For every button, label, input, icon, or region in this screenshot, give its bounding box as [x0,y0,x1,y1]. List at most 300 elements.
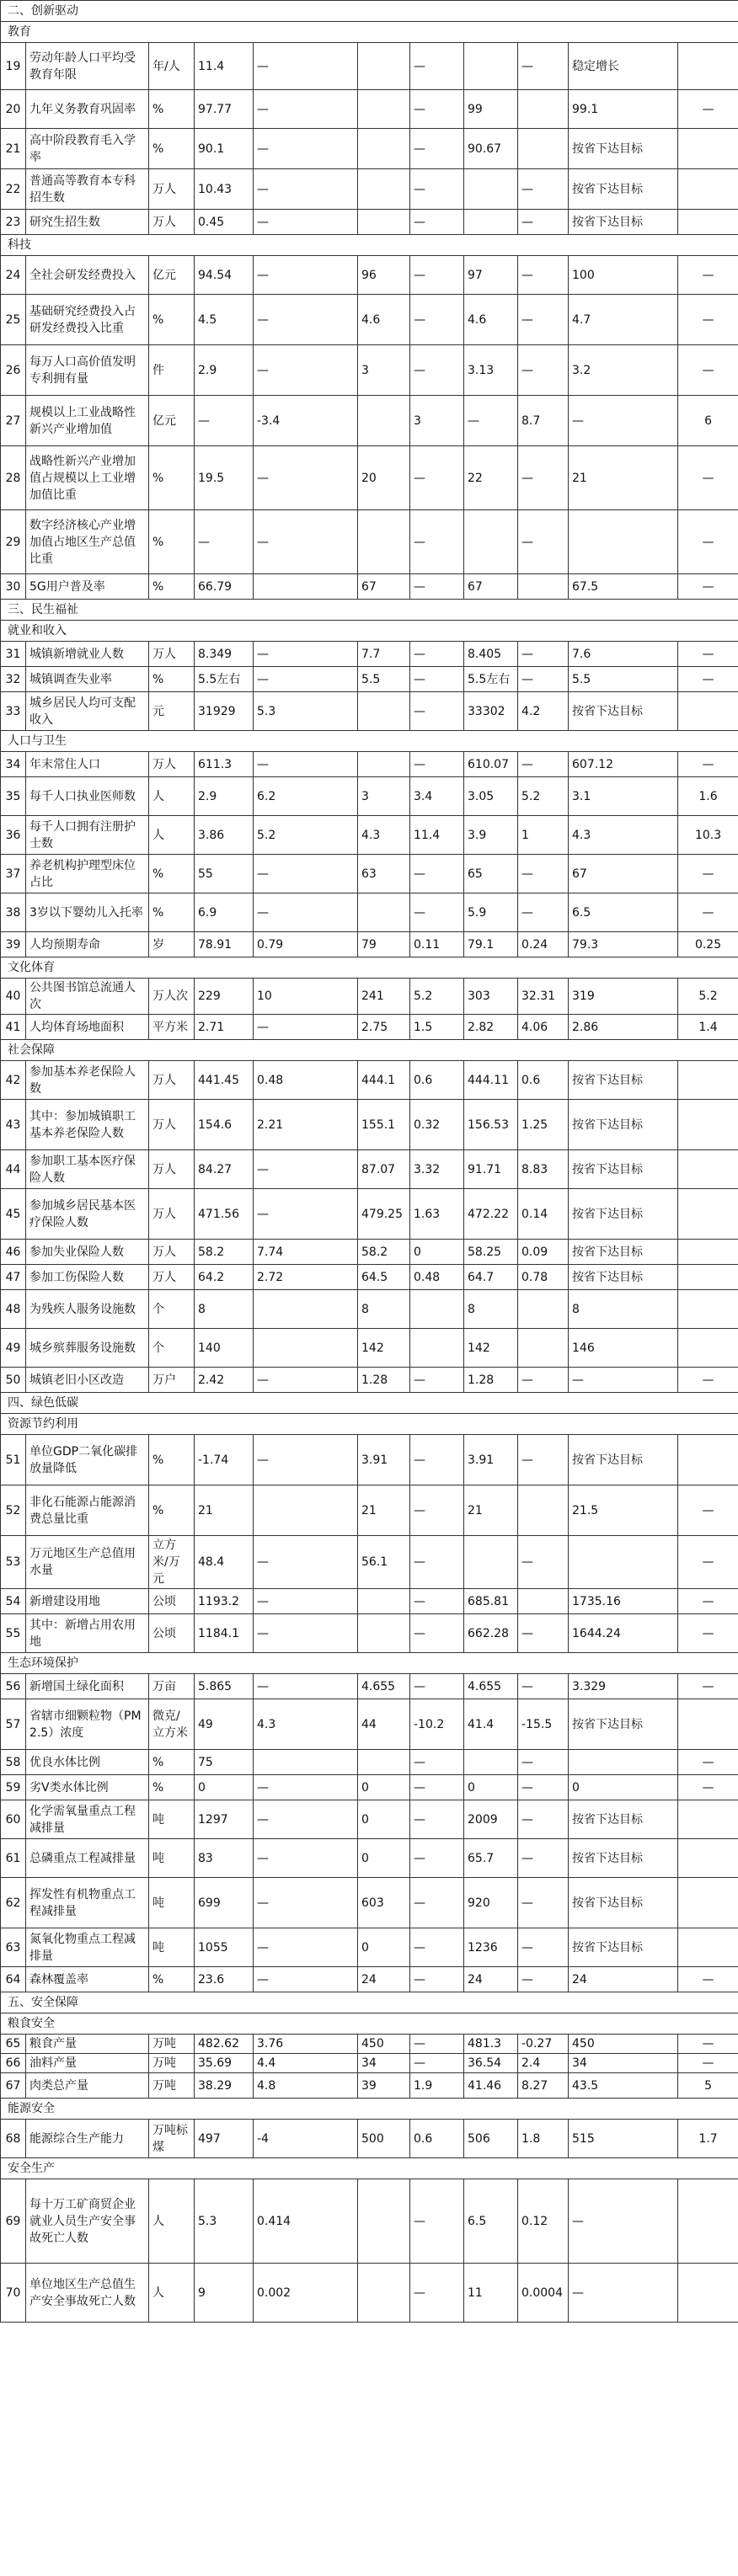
value-cell: 5.2 [678,979,738,1015]
row-number: 63 [1,1928,26,1967]
value-cell: — [410,446,464,510]
value-cell: — [254,1015,358,1040]
value-cell [569,510,678,574]
row-number: 69 [1,2179,26,2264]
value-cell: 2.82 [464,1015,518,1040]
value-cell [254,1329,358,1368]
indicator-unit: 万吨 [149,2054,195,2073]
value-cell: 按省下达目标 [569,1240,678,1265]
table-row [1,1750,738,1775]
indicator-unit: 万人 [149,642,195,667]
value-cell: 4.8 [254,2073,358,2099]
table-row [1,1589,738,1614]
value-cell [464,43,518,90]
row-number: 42 [1,1061,26,1100]
row-number: 66 [1,2054,26,2073]
value-cell: 3 [358,345,410,396]
value-cell [464,1750,518,1775]
value-cell: — [410,1435,464,1485]
row-number: 64 [1,1967,26,1992]
value-cell: — [410,510,464,574]
value-cell [464,1536,518,1589]
table-row [1,446,738,510]
value-cell: 146 [569,1329,678,1368]
value-cell: 8.349 [195,642,254,667]
value-cell: — [254,90,358,129]
value-cell: 5.9 [464,893,518,932]
table-row [1,2073,738,2099]
row-number: 49 [1,1329,26,1368]
value-cell [518,129,569,169]
value-cell: — [518,210,569,235]
value-cell [358,2179,410,2264]
value-cell: — [678,2054,738,2073]
value-cell: 43.5 [569,2073,678,2099]
value-cell: — [518,446,569,510]
row-number: 68 [1,2120,26,2158]
indicator-name: 参加城乡居民基本医疗保险人数 [26,1189,149,1240]
value-cell: 444.11 [464,1061,518,1100]
value-cell: — [410,1928,464,1967]
value-cell: — [518,295,569,345]
table-row [1,1150,738,1189]
row-number: 23 [1,210,26,235]
value-cell: 91.71 [464,1150,518,1189]
value-cell: 21 [195,1485,254,1536]
value-cell: — [678,1775,738,1800]
indicator-name: 城镇老旧小区改造 [26,1368,149,1393]
subsection-title: 资源节约利用 [1,1414,738,1435]
value-cell [518,90,569,129]
indicator-unit: 吨 [149,1928,195,1967]
table-row [1,1329,738,1368]
value-cell: 36.54 [464,2054,518,2073]
value-cell: 303 [464,979,518,1015]
value-cell [678,2179,738,2264]
section-title: 三、民生福祉 [1,600,738,621]
value-cell: — [678,667,738,692]
value-cell: — [518,1775,569,1800]
subsection-header-row [1,2099,738,2120]
table-row [1,210,738,235]
row-number: 26 [1,345,26,396]
value-cell: 64.5 [358,1265,410,1290]
value-cell: — [254,1150,358,1189]
row-number: 34 [1,752,26,777]
value-cell: 241 [358,979,410,1015]
value-cell: 79.1 [464,932,518,957]
value-cell: 55 [195,855,254,893]
value-cell: 按省下达目标 [569,1435,678,1485]
indicator-unit: 万人 [149,1265,195,1290]
value-cell: — [678,1614,738,1653]
indicator-unit: 万人 [149,1240,195,1265]
value-cell: — [410,345,464,396]
value-cell [358,1750,410,1775]
value-cell [358,210,410,235]
value-cell: 1.5 [410,1015,464,1040]
value-cell: 0.6 [410,2120,464,2158]
row-number: 40 [1,979,26,1015]
value-cell: 0.32 [410,1100,464,1150]
value-cell: 99.1 [569,90,678,129]
indicator-unit: 万吨 [149,2073,195,2099]
value-cell: 31929 [195,692,254,731]
value-cell: — [410,1967,464,1992]
value-cell: 5.5 [358,667,410,692]
table-row [1,1536,738,1589]
row-number: 27 [1,396,26,446]
row-number: 39 [1,932,26,957]
indicator-name: 新增国土绿化面积 [26,1674,149,1699]
value-cell: — [410,1750,464,1775]
value-cell: 按省下达目标 [569,210,678,235]
table-row [1,1800,738,1839]
indicator-name: 人均预期寿命 [26,932,149,957]
value-cell: 3.05 [464,777,518,816]
value-cell: 5.5左右 [464,667,518,692]
subsection-title: 文化体育 [1,957,738,979]
table-row [1,256,738,295]
row-number: 31 [1,642,26,667]
indicator-unit: % [149,129,195,169]
value-cell: 3 [358,777,410,816]
indicator-name: 油料产量 [26,2054,149,2073]
row-number: 62 [1,1878,26,1928]
value-cell: — [254,256,358,295]
value-cell: 90.1 [195,129,254,169]
indicator-name: 参加工伤保险人数 [26,1265,149,1290]
row-number: 20 [1,90,26,129]
subsection-title: 生态环境保护 [1,1653,738,1674]
value-cell: 0.6 [410,1061,464,1100]
value-cell: 按省下达目标 [569,692,678,731]
value-cell: 4.5 [195,295,254,345]
row-number: 51 [1,1435,26,1485]
row-number: 58 [1,1750,26,1775]
value-cell: — [410,90,464,129]
value-cell: 0 [358,1928,410,1967]
value-cell: 7.7 [358,642,410,667]
value-cell: 1.9 [410,2073,464,2099]
value-cell: 10 [254,979,358,1015]
value-cell: — [410,893,464,932]
value-cell: 75 [195,1750,254,1775]
value-cell: 22 [464,446,518,510]
value-cell: 0.414 [254,2179,358,2264]
value-cell: 4.6 [464,295,518,345]
value-cell: — [518,1967,569,1992]
value-cell: 35.69 [195,2054,254,2073]
value-cell: 2.75 [358,1015,410,1040]
value-cell: — [410,2035,464,2054]
value-cell: -10.2 [410,1699,464,1750]
value-cell: 99 [464,90,518,129]
indicator-name: 城乡居民人均可支配收入 [26,692,149,731]
value-cell: 1236 [464,1928,518,1967]
value-cell [358,1614,410,1653]
subsection-title: 就业和收入 [1,621,738,642]
section-title: 五、安全保障 [1,1992,738,2013]
value-cell: — [410,2179,464,2264]
value-cell: 67 [358,574,410,600]
value-cell: 39 [358,2073,410,2099]
value-cell: 1.4 [678,1015,738,1040]
value-cell: 按省下达目标 [569,129,678,169]
indicator-name: 肉类总产量 [26,2073,149,2099]
table-row [1,932,738,957]
table-row [1,692,738,731]
value-cell: 3.91 [464,1435,518,1485]
value-cell: — [678,574,738,600]
subsection-title: 科技 [1,235,738,256]
value-cell: 1.25 [518,1100,569,1150]
indicator-name: 参加基本养老保险人数 [26,1061,149,1100]
indicator-unit: % [149,667,195,692]
value-cell: — [569,396,678,446]
value-cell: 11.4 [410,816,464,855]
value-cell: 48.4 [195,1536,254,1589]
value-cell: — [410,1674,464,1699]
value-cell: 229 [195,979,254,1015]
value-cell: 8 [358,1290,410,1329]
value-cell: 2.42 [195,1368,254,1393]
indicator-unit: 公顷 [149,1614,195,1653]
row-number: 67 [1,2073,26,2099]
value-cell: 10.43 [195,169,254,210]
value-cell: 1735.16 [569,1589,678,1614]
table-row [1,1100,738,1150]
value-cell: 450 [569,2035,678,2054]
value-cell [678,1878,738,1928]
row-number: 41 [1,1015,26,1040]
value-cell: 607.12 [569,752,678,777]
value-cell: 319 [569,979,678,1015]
value-cell: 662.28 [464,1614,518,1653]
value-cell [678,1329,738,1368]
value-cell: — [254,1839,358,1878]
value-cell [358,129,410,169]
value-cell: 441.45 [195,1061,254,1100]
value-cell: 按省下达目标 [569,1189,678,1240]
value-cell: 0.78 [518,1265,569,1290]
indicator-name: 每万人口高价值发明专利拥有量 [26,345,149,396]
value-cell: — [410,295,464,345]
value-cell: 4.3 [254,1699,358,1750]
indicator-name: 化学需氧量重点工程减排量 [26,1800,149,1839]
subsection-header-row [1,2013,738,2035]
indicator-name: 新增建设用地 [26,1589,149,1614]
value-cell [254,1485,358,1536]
value-cell: 4.7 [569,295,678,345]
indicator-name: 普通高等教育本专科招生数 [26,169,149,210]
value-cell: — [254,169,358,210]
subsection-title: 社会保障 [1,1040,738,1061]
row-number: 48 [1,1290,26,1329]
value-cell: 24 [569,1967,678,1992]
row-number: 55 [1,1614,26,1653]
value-cell: 0.79 [254,932,358,957]
value-cell: — [678,345,738,396]
table-row [1,2035,738,2054]
value-cell: 3.32 [410,1150,464,1189]
indicator-unit: 万吨 [149,2035,195,2054]
indicator-name: 挥发性有机物重点工程减排量 [26,1878,149,1928]
value-cell: 33302 [464,692,518,731]
value-cell: 21 [464,1485,518,1536]
value-cell: 0.002 [254,2264,358,2323]
value-cell: — [518,1674,569,1699]
value-cell: 0.12 [518,2179,569,2264]
value-cell: 2.21 [254,1100,358,1150]
indicator-name: 省辖市细颗粒物（PM2.5）浓度 [26,1699,149,1750]
row-number: 43 [1,1100,26,1150]
section-header-row [1,1,738,22]
value-cell: — [254,1775,358,1800]
row-number: 25 [1,295,26,345]
indicator-unit: 人 [149,2179,195,2264]
indicator-name: 城镇调查失业率 [26,667,149,692]
value-cell: — [410,574,464,600]
value-cell: 11 [464,2264,518,2323]
value-cell: 56.1 [358,1536,410,1589]
value-cell: 97 [464,256,518,295]
indicator-unit: 万人 [149,1061,195,1100]
row-number: 44 [1,1150,26,1189]
row-number: 24 [1,256,26,295]
value-cell: — [518,1750,569,1775]
table-row [1,2054,738,2073]
value-cell: 58.25 [464,1240,518,1265]
value-cell: 3.9 [464,816,518,855]
value-cell: — [254,1435,358,1485]
value-cell: 65 [464,855,518,893]
value-cell [678,210,738,235]
value-cell [518,574,569,600]
row-number: 21 [1,129,26,169]
value-cell: — [254,1800,358,1839]
value-cell: — [518,667,569,692]
value-cell: -4 [254,2120,358,2158]
value-cell: — [569,1368,678,1393]
value-cell: 97.77 [195,90,254,129]
value-cell: — [410,1775,464,1800]
value-cell: 7.74 [254,1240,358,1265]
value-cell: 0.6 [518,1061,569,1100]
table-row [1,1240,738,1265]
value-cell: 67 [569,855,678,893]
value-cell: 24 [358,1967,410,1992]
value-cell: 140 [195,1329,254,1368]
indicator-unit: 亿元 [149,256,195,295]
value-cell: 4.655 [464,1674,518,1699]
value-cell [678,692,738,731]
value-cell: 1.63 [410,1189,464,1240]
table-row [1,1928,738,1967]
table-body [1,1,738,2323]
table-row [1,1265,738,1290]
value-cell: 1.28 [464,1368,518,1393]
value-cell: 49 [195,1699,254,1750]
row-number: 29 [1,510,26,574]
value-cell: 34 [569,2054,678,2073]
value-cell: 5.2 [410,979,464,1015]
value-cell: 472.22 [464,1189,518,1240]
row-number: 19 [1,43,26,90]
value-cell: 497 [195,2120,254,2158]
value-cell: — [410,43,464,90]
value-cell [678,1100,738,1150]
value-cell: 5 [678,2073,738,2099]
value-cell [464,210,518,235]
subsection-header-row [1,22,738,43]
value-cell: 2.72 [254,1265,358,1290]
indicator-name: 高中阶段教育毛入学率 [26,129,149,169]
indicator-name: 全社会研发经费投入 [26,256,149,295]
value-cell: 479.25 [358,1189,410,1240]
value-cell: 4.3 [569,816,678,855]
table-row [1,1189,738,1240]
value-cell: 67.5 [569,574,678,600]
value-cell: — [678,752,738,777]
value-cell: 5.5 [569,667,678,692]
value-cell: 920 [464,1878,518,1928]
indicator-unit: 万人 [149,752,195,777]
value-cell: 0 [358,1775,410,1800]
indicator-unit: 吨 [149,1800,195,1839]
value-cell [410,1329,464,1368]
value-cell: — [518,345,569,396]
value-cell: — [410,1839,464,1878]
value-cell: — [410,1536,464,1589]
indicator-unit: 微克/立方米 [149,1699,195,1750]
value-cell: — [518,642,569,667]
table-row [1,2179,738,2264]
table-row [1,2120,738,2158]
indicator-unit: 个 [149,1290,195,1329]
value-cell [464,169,518,210]
value-cell: 96 [358,256,410,295]
value-cell: 444.1 [358,1061,410,1100]
value-cell: 5.5左右 [195,667,254,692]
table-row [1,510,738,574]
value-cell: — [195,510,254,574]
indicator-unit: 亿元 [149,396,195,446]
value-cell: — [678,295,738,345]
value-cell: 按省下达目标 [569,1928,678,1967]
indicator-name: 研究生招生数 [26,210,149,235]
value-cell: — [254,43,358,90]
value-cell: — [678,256,738,295]
indicator-name: 每十万工矿商贸企业就业人员生产安全事故死亡人数 [26,2179,149,2264]
value-cell: 0.48 [410,1265,464,1290]
value-cell: — [410,256,464,295]
value-cell: — [410,855,464,893]
value-cell [569,1536,678,1589]
value-cell: 506 [464,2120,518,2158]
section-header-row [1,1992,738,2013]
value-cell [678,1699,738,1750]
table-row [1,777,738,816]
value-cell: 21 [358,1485,410,1536]
table-row [1,396,738,446]
value-cell: — [518,1878,569,1928]
value-cell: — [518,1368,569,1393]
value-cell: 1055 [195,1928,254,1967]
value-cell: 5.2 [518,777,569,816]
indicator-name: 规模以上工业战略性新兴产业增加值 [26,396,149,446]
value-cell: 0 [464,1775,518,1800]
